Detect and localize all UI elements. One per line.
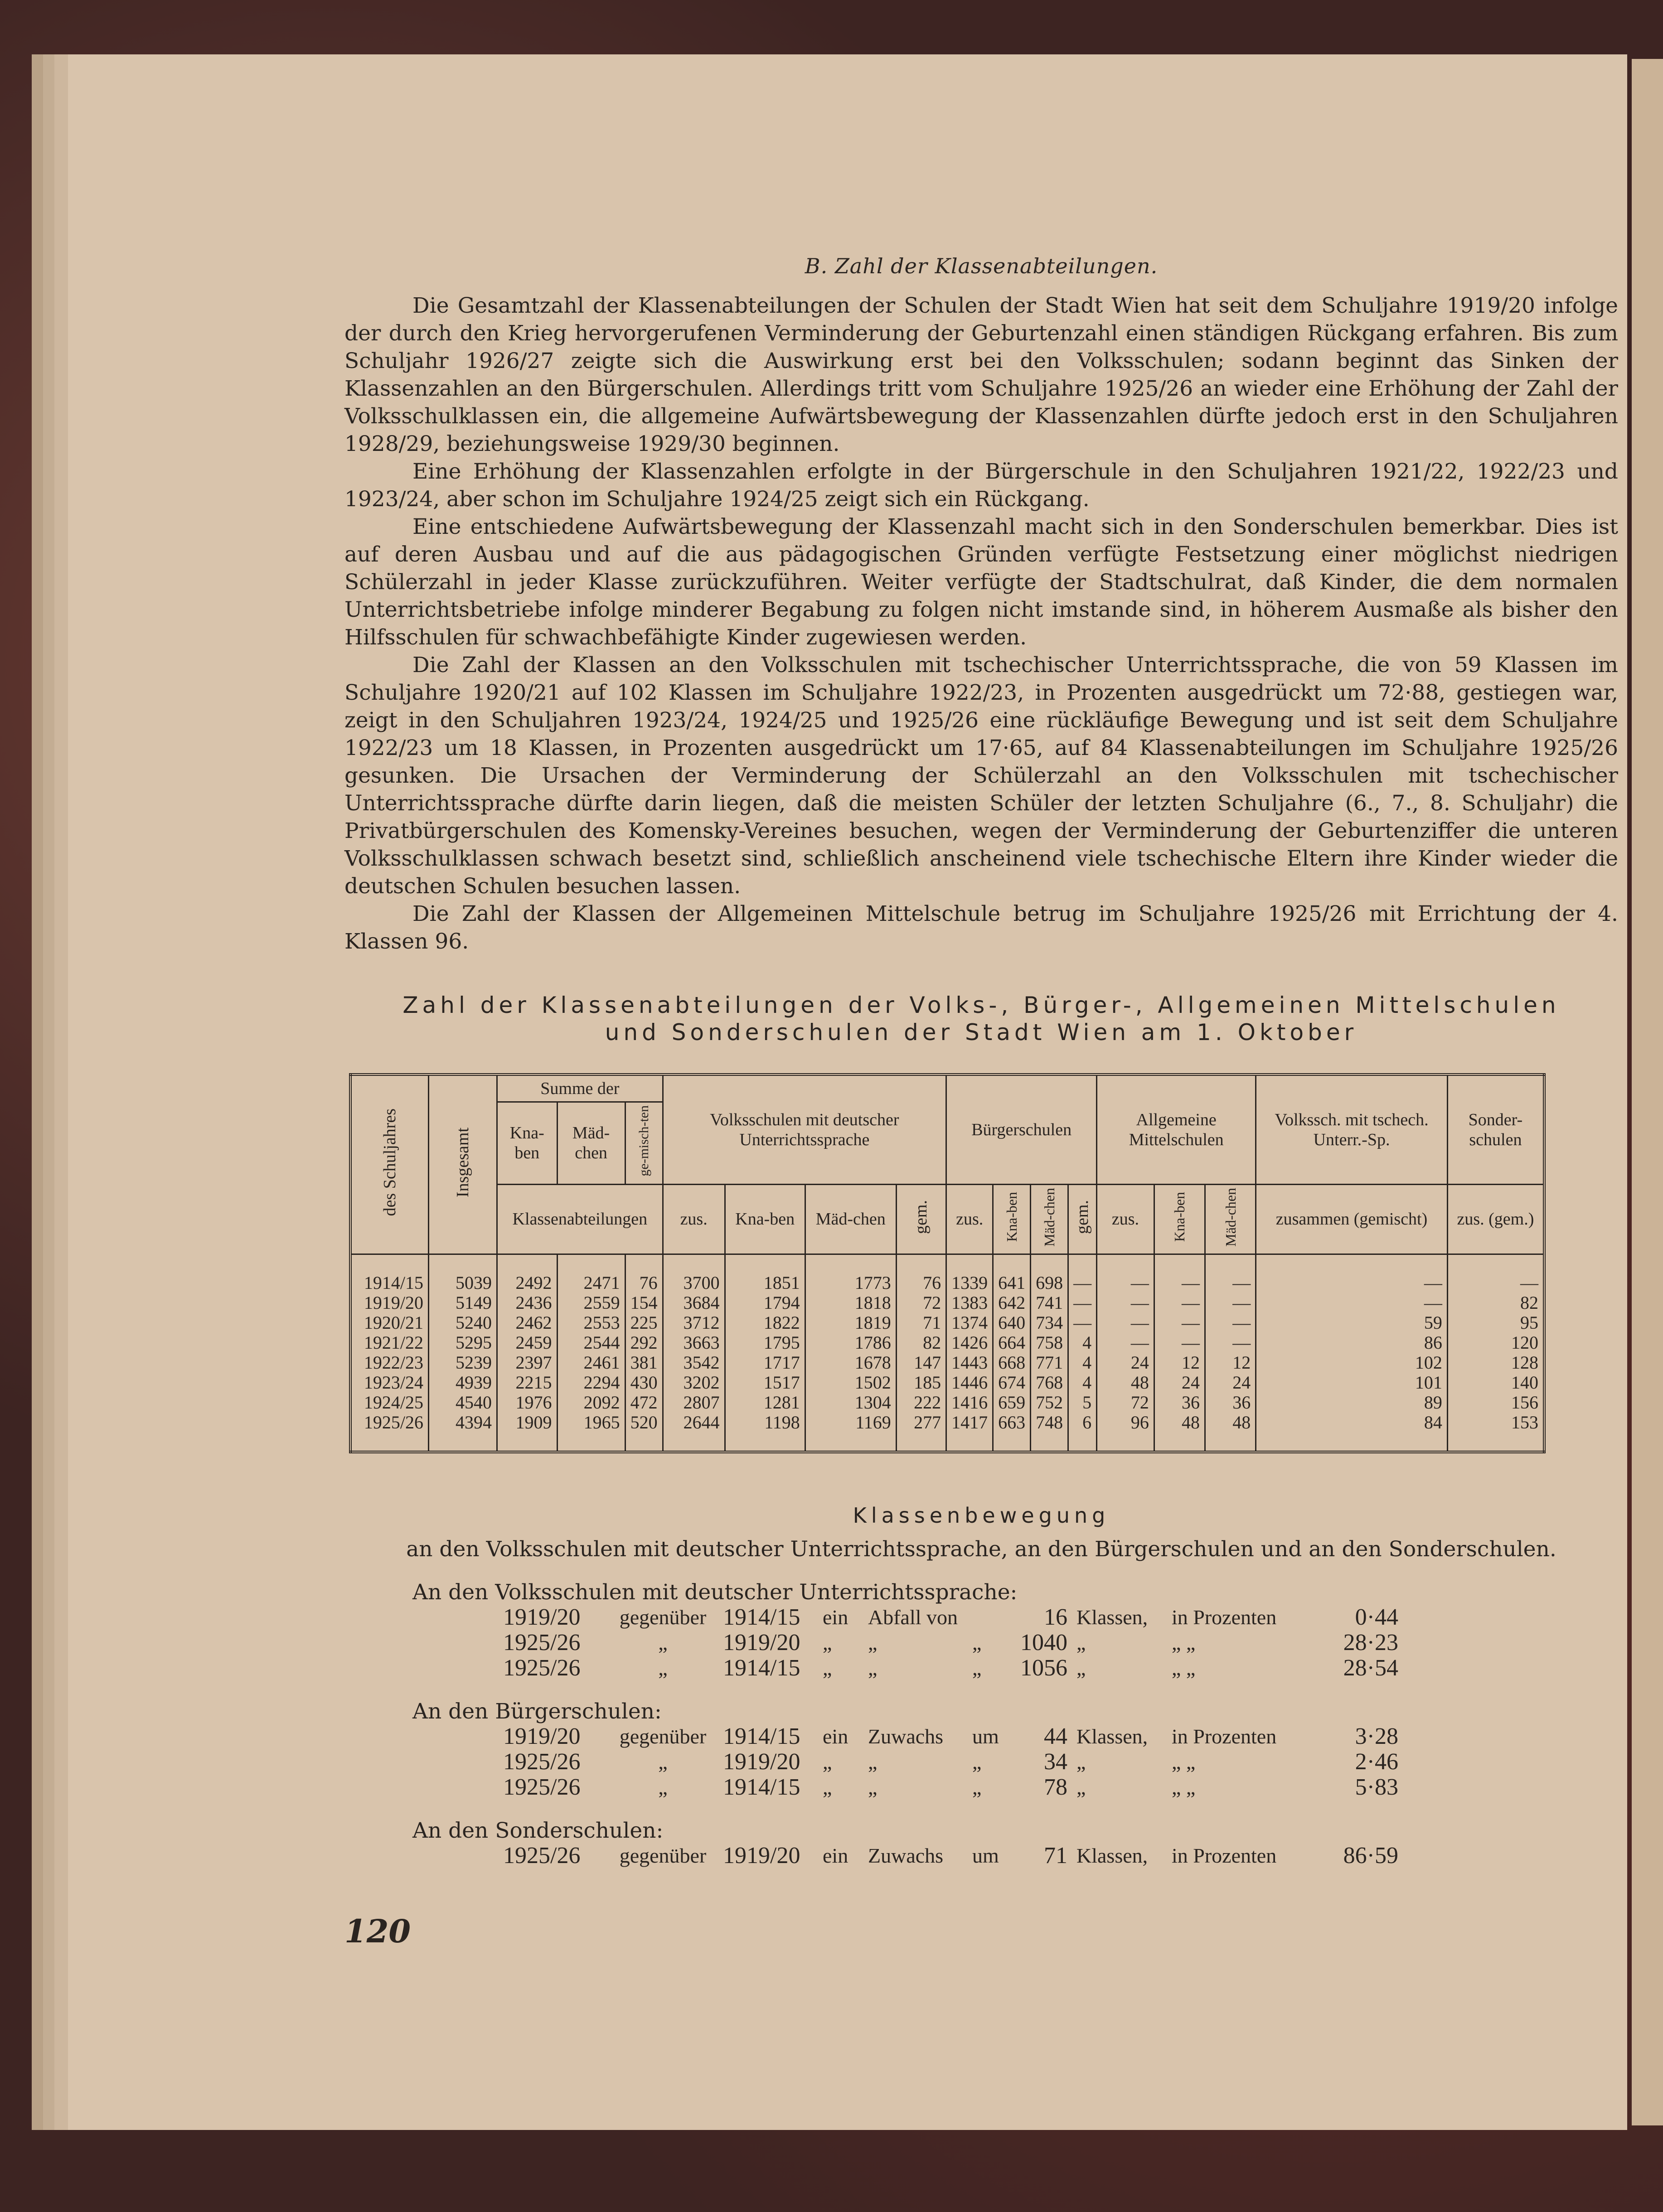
- table-cell: 659: [993, 1393, 1031, 1413]
- table-cell: 1914/15: [350, 1254, 429, 1293]
- kb-cell: „ „: [1172, 1750, 1196, 1774]
- header-summe-gemischten: ge-misch-ten: [625, 1102, 663, 1185]
- kb-cell: Abfall von: [868, 1606, 958, 1629]
- table-cell: 4540: [429, 1393, 497, 1413]
- table-cell: 82: [896, 1333, 946, 1353]
- kb-cell: in Prozenten: [1172, 1844, 1277, 1868]
- table-cell: 1678: [805, 1353, 896, 1373]
- kb-cell: 78: [1044, 1774, 1067, 1801]
- table-cell: 156: [1447, 1393, 1544, 1413]
- kb-cell: 3·28: [1355, 1723, 1398, 1750]
- header-insgesamt: Insgesamt: [429, 1075, 497, 1254]
- table-cell: —: [1205, 1254, 1256, 1293]
- kb-cell: „ „: [1172, 1656, 1196, 1680]
- kb-cell: „: [1076, 1656, 1086, 1680]
- table-cell: 1443: [946, 1353, 993, 1373]
- table-cell: 1374: [946, 1313, 993, 1333]
- table-cell: 154: [625, 1293, 663, 1313]
- kb-cell: 28·54: [1343, 1655, 1398, 1681]
- kb-cell: 44: [1044, 1723, 1067, 1750]
- kb-cell: 34: [1044, 1749, 1067, 1775]
- table-cell: 2397: [497, 1353, 558, 1373]
- header-allg-knaben: Kna-ben: [1154, 1184, 1205, 1254]
- table-cell: 1416: [946, 1393, 993, 1413]
- table-cell: 153: [1447, 1413, 1544, 1452]
- section-heading: B. Zahl der Klassenabteilungen.: [805, 254, 1158, 278]
- kb-cell: „ „: [1172, 1631, 1196, 1655]
- page-content: [344, 199, 1618, 1868]
- kb-cell: Klassen,: [1076, 1844, 1148, 1868]
- kb-cell: 86·59: [1343, 1843, 1398, 1869]
- table-cell: 1795: [725, 1333, 805, 1353]
- kb-cell: „: [658, 1656, 668, 1680]
- table-cell: 3684: [663, 1293, 725, 1313]
- header-summe-knaben: Kna-ben: [497, 1102, 558, 1185]
- table-cell: 2644: [663, 1413, 725, 1452]
- table-cell: 641: [993, 1254, 1031, 1293]
- header-tschech: Volkssch. mit tschech. Unterr.-Sp.: [1256, 1075, 1448, 1184]
- table-cell: 2092: [557, 1393, 625, 1413]
- table-cell: 76: [896, 1254, 946, 1293]
- kb-cell: ein: [823, 1844, 848, 1868]
- kb-cell: 1914/15: [723, 1604, 800, 1631]
- header-buerger-gem: gem.: [1068, 1184, 1097, 1254]
- kb-cell: „: [823, 1750, 832, 1774]
- header-schuljahr: des Schuljahres: [350, 1075, 429, 1254]
- kb-cell: 1914/15: [723, 1723, 800, 1750]
- kb-cell: 71: [1044, 1843, 1067, 1869]
- kb-cell: 1919/20: [503, 1723, 581, 1750]
- table-cell: 2544: [557, 1333, 625, 1353]
- kb-cell: „ „: [1172, 1776, 1196, 1799]
- kb-cell: „: [823, 1631, 832, 1655]
- kb-cell: 1925/26: [503, 1843, 581, 1869]
- kb-cell: ein: [823, 1725, 848, 1748]
- kb-cell: „: [868, 1750, 878, 1774]
- kb-row: [503, 1749, 1618, 1775]
- kb-cell: 1040: [1020, 1630, 1067, 1656]
- table-cell: 771: [1031, 1353, 1068, 1373]
- table-cell: 674: [993, 1373, 1031, 1393]
- table-row: [350, 1333, 1544, 1353]
- header-sonder-zus: zus. (gem.): [1447, 1184, 1544, 1254]
- table-cell: 758: [1031, 1333, 1068, 1353]
- table-cell: 1819: [805, 1313, 896, 1333]
- table-cell: 1818: [805, 1293, 896, 1313]
- table-cell: 95: [1447, 1313, 1544, 1333]
- next-page-edge: [1632, 59, 1663, 2125]
- kb-cell: 1919/20: [503, 1604, 581, 1631]
- table-cell: 120: [1447, 1333, 1544, 1353]
- table-cell: 1851: [725, 1254, 805, 1293]
- table-cell: 24: [1097, 1353, 1154, 1373]
- table-cell: 128: [1447, 1353, 1544, 1373]
- kb-cell: 1914/15: [723, 1655, 800, 1681]
- table-cell: 1924/25: [350, 1393, 429, 1413]
- kb-cell: 1925/26: [503, 1774, 581, 1801]
- kb-cell: „: [823, 1776, 832, 1799]
- table-cell: 2471: [557, 1254, 625, 1293]
- table-title: [344, 992, 1618, 1046]
- table-cell: 734: [1031, 1313, 1068, 1333]
- table-cell: —: [1256, 1254, 1448, 1293]
- table-cell: 3542: [663, 1353, 725, 1373]
- kb-row: [503, 1775, 1618, 1800]
- table-cell: 1976: [497, 1393, 558, 1413]
- table-cell: 1923/24: [350, 1373, 429, 1393]
- class-count-table: [349, 1073, 1546, 1453]
- paragraph-5: Die Zahl der Klassen der Allgemeinen Mittelschule betrug im Schuljahre 1925/26 mit Errichtung der 4. Klassen 96.: [344, 901, 1618, 954]
- kb-cell: gegenüber: [619, 1725, 707, 1748]
- kb-cell: „: [658, 1750, 668, 1774]
- paragraph-4: Die Zahl der Klassen an den Volksschulen mit tschechischer Unterrichtssprache, die von 59 Klassen im Schuljahre 1920/21 auf 102 Klassen im Schuljahre 1922/23, in Prozenten ausgedrückt um 72·88, gestiegen war, zeigt in den Schuljahren 1923/24, 1924/25 und 1925/26 eine rückläufige Bewegung und ist seit dem Schuljahre 1922/23 um 18 Klassen, in Prozenten ausgedrückt um 17·65, auf 84 Klassenabteilungen im Schuljahre 1925/26 gesunken. Die Ursachen der Verminderung der Schülerzahl an den Volksschulen mit tschechischer Unterrichtssprache dürfte darin liegen, daß die meisten Schüler der letzten Schuljahre (6., 7., 8. Schuljahr) die Privatbürgerschulen des Komensky-Vereines besuchen, wegen der Verminderung der Geburtenziffer die unteren Volksschulklassen schwach besetzt sind, schließlich anscheinend viele tschechische Eltern ihre Kinder wieder die deutschen Schulen besuchen lassen.: [344, 653, 1618, 899]
- table-cell: —: [1205, 1333, 1256, 1353]
- paragraph-2: Eine Erhöhung der Klassenzahlen erfolgte in der Bürgerschule in den Schuljahren 1921/22, 1922/23 und 1923/24, aber schon im Schuljahre 1924/25 zeigt sich ein Rückgang.: [344, 459, 1618, 512]
- table-cell: —: [1068, 1254, 1097, 1293]
- table-cell: 2294: [557, 1373, 625, 1393]
- table-cell: 1909: [497, 1413, 558, 1452]
- header-buerger-zus: zus.: [946, 1184, 993, 1254]
- kb-cell: „: [972, 1656, 982, 1680]
- table-row: [350, 1254, 1544, 1293]
- table-cell: 664: [993, 1333, 1031, 1353]
- page-number: 120: [344, 1912, 411, 1950]
- header-volks-zus: zus.: [663, 1184, 725, 1254]
- table-cell: 101: [1256, 1373, 1448, 1393]
- kb-cell: „: [1076, 1631, 1086, 1655]
- table-cell: 5: [1068, 1393, 1097, 1413]
- table-cell: 76: [625, 1254, 663, 1293]
- table-title-line-1: Zahl der Klassenabteilungen der Volks-, Bürger-, Allgemeinen Mittelschulen: [402, 992, 1560, 1018]
- table-cell: 36: [1205, 1393, 1256, 1413]
- table-cell: 185: [896, 1373, 946, 1393]
- table-row: [350, 1353, 1544, 1373]
- kb-cell: 1925/26: [503, 1630, 581, 1656]
- kb-section: [412, 1580, 1618, 1681]
- table-cell: 1921/22: [350, 1333, 429, 1353]
- table-cell: —: [1154, 1333, 1205, 1353]
- table-cell: 2215: [497, 1373, 558, 1393]
- table-cell: 84: [1256, 1413, 1448, 1452]
- table-cell: —: [1205, 1293, 1256, 1313]
- table-body: [350, 1254, 1544, 1452]
- table-cell: 1920/21: [350, 1313, 429, 1333]
- header-buergerschulen: Bürgerschulen: [946, 1075, 1097, 1184]
- table-cell: 741: [1031, 1293, 1068, 1313]
- kb-cell: Klassen,: [1076, 1725, 1148, 1748]
- table-row: [350, 1413, 1544, 1452]
- table-cell: 1919/20: [350, 1293, 429, 1313]
- table-cell: 1446: [946, 1373, 993, 1393]
- kb-cell: „: [868, 1776, 878, 1799]
- table-cell: 59: [1256, 1313, 1448, 1333]
- header-volks-maedchen: Mäd-chen: [805, 1184, 896, 1254]
- table-cell: 4: [1068, 1353, 1097, 1373]
- table-cell: 1517: [725, 1373, 805, 1393]
- table-cell: 3700: [663, 1254, 725, 1293]
- kb-cell: um: [972, 1844, 999, 1868]
- paragraph-3: Eine entschiedene Aufwärtsbewegung der Klassenzahl macht sich in den Sonderschulen bemerkbar. Dies ist auf deren Ausbau und auf die aus pädagogischen Gründen verfügte Festsetzung einer möglichst niedrigen Schülerzahl in jeder Klasse zurückzuführen. Weiter verfügte der Stadtschulrat, daß Kinder, die dem normalen Unterrichtsbetriebe infolge minderer Begabung zu folgen nicht imstande sind, in höherem Ausmaße als bisher den Hilfsschulen für schwachbefähigte Kinder zugewiesen werden.: [344, 514, 1618, 650]
- kb-cell: 0·44: [1355, 1604, 1398, 1631]
- table-cell: 1383: [946, 1293, 993, 1313]
- table-cell: 225: [625, 1313, 663, 1333]
- table-cell: 3202: [663, 1373, 725, 1393]
- table-cell: 36: [1154, 1393, 1205, 1413]
- kb-rows: [503, 1605, 1618, 1681]
- klassenbewegung-sections: [344, 1580, 1618, 1868]
- table-cell: 2436: [497, 1293, 558, 1313]
- table-cell: 102: [1256, 1353, 1448, 1373]
- table-cell: 472: [625, 1393, 663, 1413]
- table-row: [350, 1373, 1544, 1393]
- table-cell: 140: [1447, 1373, 1544, 1393]
- kb-cell: „: [1076, 1750, 1086, 1774]
- header-summe: Summe der: [497, 1075, 663, 1102]
- table-cell: 768: [1031, 1373, 1068, 1393]
- kb-cell: 1919/20: [723, 1630, 800, 1656]
- table-cell: 5039: [429, 1254, 497, 1293]
- kb-cell: 1919/20: [723, 1843, 800, 1869]
- table-cell: 96: [1097, 1413, 1154, 1452]
- table-cell: —: [1447, 1254, 1544, 1293]
- header-volks-gem: gem.: [896, 1184, 946, 1254]
- table-cell: 748: [1031, 1413, 1068, 1452]
- kb-cell: 2·46: [1355, 1749, 1398, 1775]
- table-cell: 86: [1256, 1333, 1448, 1353]
- table-cell: 2459: [497, 1333, 558, 1353]
- kb-rows: [503, 1843, 1618, 1868]
- header-volks-knaben: Kna-ben: [725, 1184, 805, 1254]
- table-cell: 1417: [946, 1413, 993, 1452]
- table-cell: 668: [993, 1353, 1031, 1373]
- table-cell: 1169: [805, 1413, 896, 1452]
- kb-section: [412, 1699, 1618, 1800]
- book-page: [68, 54, 1627, 2130]
- table-cell: —: [1068, 1293, 1097, 1313]
- kb-cell: gegenüber: [619, 1606, 707, 1629]
- table-cell: 4394: [429, 1413, 497, 1452]
- table-cell: 663: [993, 1413, 1031, 1452]
- table-cell: 2492: [497, 1254, 558, 1293]
- klassenbewegung-subtitle: an den Volksschulen mit deutscher Unterrichtssprache, an den Bürgerschulen und an den Sonderschulen.: [406, 1537, 1556, 1562]
- table-cell: 2553: [557, 1313, 625, 1333]
- table-cell: 1198: [725, 1413, 805, 1452]
- table-cell: 4: [1068, 1333, 1097, 1353]
- kb-cell: um: [972, 1725, 999, 1748]
- table-cell: 642: [993, 1293, 1031, 1313]
- kb-cell: in Prozenten: [1172, 1606, 1277, 1629]
- kb-cell: 16: [1044, 1604, 1067, 1631]
- kb-cell: ein: [823, 1606, 848, 1629]
- kb-section: [412, 1818, 1618, 1868]
- header-volksschulen: Volksschulen mit deutscher Unterrichtssprache: [663, 1075, 946, 1184]
- table-cell: 89: [1256, 1393, 1448, 1413]
- kb-cell: Zuwachs: [868, 1725, 944, 1748]
- header-klassenabteilungen: Klassenabteilungen: [497, 1184, 663, 1254]
- table-cell: —: [1097, 1254, 1154, 1293]
- table-cell: —: [1256, 1293, 1448, 1313]
- kb-row: [503, 1843, 1618, 1868]
- paragraph-1: Die Gesamtzahl der Klassenabteilungen der Schulen der Stadt Wien hat seit dem Schuljahre 1919/20 infolge der durch den Krieg hervorgerufenen Verminderung der Geburtenzahl einen ständigen Rückgang erfahren. Bis zum Schuljahr 1926/27 zeigte sich die Auswirkung erst bei den Volksschulen; sodann beginnt das Sinken der Klassenzahlen an den Bürgerschulen. Allerdings tritt vom Schuljahre 1925/26 an wieder eine Erhöhung der Zahl der Volksschulklassen ein, die allgemeine Aufwärtsbewegung der Klassenzahlen dürfte jedoch erst in den Schuljahren 1928/29, beziehungsweise 1929/30 beginnen.: [344, 293, 1618, 456]
- table-cell: 3663: [663, 1333, 725, 1353]
- table-cell: 1922/23: [350, 1353, 429, 1373]
- kb-cell: „: [658, 1776, 668, 1799]
- kb-section-label: An den Sonderschulen:: [412, 1818, 664, 1844]
- table-cell: —: [1154, 1293, 1205, 1313]
- kb-cell: „: [972, 1750, 982, 1774]
- table-cell: 24: [1154, 1373, 1205, 1393]
- kb-cell: „: [823, 1656, 832, 1680]
- table-cell: 520: [625, 1413, 663, 1452]
- kb-cell: in Prozenten: [1172, 1725, 1277, 1748]
- table-cell: 277: [896, 1413, 946, 1452]
- table-row: [350, 1313, 1544, 1333]
- kb-cell: 1925/26: [503, 1655, 581, 1681]
- table-cell: 1786: [805, 1333, 896, 1353]
- table-cell: 12: [1154, 1353, 1205, 1373]
- table-cell: 2461: [557, 1353, 625, 1373]
- header-buerger-knaben: Kna-ben: [993, 1184, 1031, 1254]
- table-cell: 5240: [429, 1313, 497, 1333]
- kb-cell: Zuwachs: [868, 1844, 944, 1868]
- kb-cell: 1919/20: [723, 1749, 800, 1775]
- table-cell: 2462: [497, 1313, 558, 1333]
- header-sonderschulen: Sonder-schulen: [1447, 1075, 1544, 1184]
- table-cell: 48: [1097, 1373, 1154, 1393]
- kb-cell: 28·23: [1343, 1630, 1398, 1656]
- table-cell: 430: [625, 1373, 663, 1393]
- kb-cell: 1914/15: [723, 1774, 800, 1801]
- table-cell: 1304: [805, 1393, 896, 1413]
- table-cell: —: [1154, 1254, 1205, 1293]
- header-tschech-zusammen: zusammen (gemischt): [1256, 1184, 1448, 1254]
- kb-section-label: An den Volksschulen mit deutscher Unterrichtssprache:: [412, 1580, 1018, 1605]
- kb-cell: gegenüber: [619, 1844, 707, 1868]
- kb-cell: [972, 1605, 999, 1630]
- table-cell: —: [1097, 1313, 1154, 1333]
- kb-cell: Klassen,: [1076, 1606, 1148, 1629]
- klassenbewegung-title: Klassenbewegung: [853, 1503, 1110, 1528]
- kb-cell: „: [658, 1631, 668, 1655]
- table-cell: 1717: [725, 1353, 805, 1373]
- kb-cell: 1056: [1020, 1655, 1067, 1681]
- table-cell: 48: [1205, 1413, 1256, 1452]
- table-cell: 5149: [429, 1293, 497, 1313]
- table-title-line-2: und Sonderschulen der Stadt Wien am 1. Oktober: [605, 1019, 1358, 1045]
- kb-row: [503, 1724, 1618, 1749]
- table-cell: —: [1068, 1313, 1097, 1333]
- table-cell: 1281: [725, 1393, 805, 1413]
- kb-rows: [503, 1724, 1618, 1800]
- table-row: [350, 1293, 1544, 1313]
- table-cell: 5295: [429, 1333, 497, 1353]
- table-cell: 1339: [946, 1254, 993, 1293]
- header-allg-mittelschulen: Allgemeine Mittelschulen: [1097, 1075, 1256, 1184]
- table-cell: 4: [1068, 1373, 1097, 1393]
- table-cell: 71: [896, 1313, 946, 1333]
- table-cell: 1965: [557, 1413, 625, 1452]
- table-cell: 72: [896, 1293, 946, 1313]
- kb-cell: „: [868, 1656, 878, 1680]
- table-cell: 82: [1447, 1293, 1544, 1313]
- kb-cell: „: [972, 1631, 982, 1655]
- table-cell: 698: [1031, 1254, 1068, 1293]
- kb-cell: „: [972, 1776, 982, 1799]
- table-cell: 292: [625, 1333, 663, 1353]
- table-cell: 147: [896, 1353, 946, 1373]
- header-summe-maedchen: Mäd-chen: [557, 1102, 625, 1185]
- table-cell: 6: [1068, 1413, 1097, 1452]
- kb-row: [503, 1630, 1618, 1655]
- kb-cell: „: [868, 1631, 878, 1655]
- header-allg-zus: zus.: [1097, 1184, 1154, 1254]
- table-cell: 640: [993, 1313, 1031, 1333]
- table-cell: 381: [625, 1353, 663, 1373]
- table-cell: 1502: [805, 1373, 896, 1393]
- table-cell: 24: [1205, 1373, 1256, 1393]
- table-cell: 3712: [663, 1313, 725, 1333]
- table-cell: 752: [1031, 1393, 1068, 1413]
- table-cell: 5239: [429, 1353, 497, 1373]
- table-cell: 1773: [805, 1254, 896, 1293]
- kb-row: [503, 1655, 1618, 1681]
- table-cell: 4939: [429, 1373, 497, 1393]
- table-cell: —: [1097, 1333, 1154, 1353]
- table-cell: 1426: [946, 1333, 993, 1353]
- kb-section-label: An den Bürgerschulen:: [412, 1699, 662, 1724]
- table-cell: —: [1097, 1293, 1154, 1313]
- table-cell: 72: [1097, 1393, 1154, 1413]
- header-allg-maedchen: Mäd-chen: [1205, 1184, 1256, 1254]
- kb-cell: „: [1076, 1776, 1086, 1799]
- kb-row: [503, 1605, 1618, 1630]
- table-cell: —: [1205, 1313, 1256, 1333]
- table-cell: 1925/26: [350, 1413, 429, 1452]
- table-cell: 12: [1205, 1353, 1256, 1373]
- table-cell: 222: [896, 1393, 946, 1413]
- header-buerger-maedchen: Mäd-chen: [1031, 1184, 1068, 1254]
- table-cell: 1822: [725, 1313, 805, 1333]
- kb-cell: 1925/26: [503, 1749, 581, 1775]
- table-cell: 48: [1154, 1413, 1205, 1452]
- kb-cell: 5·83: [1355, 1774, 1398, 1801]
- table-cell: —: [1154, 1313, 1205, 1333]
- table-cell: 1794: [725, 1293, 805, 1313]
- table-cell: 2807: [663, 1393, 725, 1413]
- table-cell: 2559: [557, 1293, 625, 1313]
- table-row: [350, 1393, 1544, 1413]
